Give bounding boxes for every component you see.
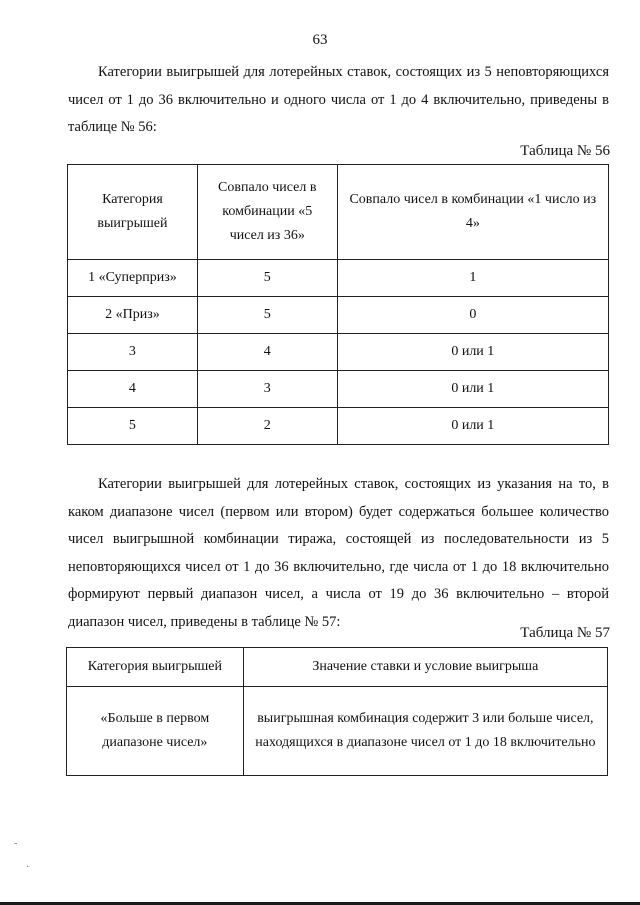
table-cell: 1	[337, 260, 608, 297]
table-cell: выигрышная комбинация содержит 3 или больше чисел, находящихся в диапазоне чисел от 1 до 18 включительно	[243, 687, 607, 776]
table-57-caption: Таблица № 57	[520, 625, 610, 641]
table-row	[68, 371, 609, 408]
table-cell: 1 «Суперприз»	[68, 260, 198, 297]
table-cell: 0 или 1	[337, 408, 608, 445]
table-cell: 5	[197, 260, 337, 297]
table-cell: 3	[197, 371, 337, 408]
table-cell: 0 или 1	[337, 334, 608, 371]
table-row	[68, 334, 609, 371]
table-cell: 4	[68, 371, 198, 408]
table-row	[67, 687, 608, 776]
table-56-caption: Таблица № 56	[520, 143, 610, 159]
page-number: 63	[312, 32, 328, 48]
table-cell: 2	[197, 408, 337, 445]
table-cell: 3	[68, 334, 198, 371]
intro-paragraph-table-56: Категории выигрышей для лотерейных ставок, состоящих из 5 неповторяющихся чисел от 1 до 36 включительно и одного числа от 1 до 4 включительно, приведены в таблице № 56:	[68, 64, 609, 135]
table-57	[66, 647, 608, 776]
table-header-cell: Категория выигрышей	[68, 165, 198, 260]
table-cell: 5	[197, 297, 337, 334]
table-header-row	[68, 165, 609, 260]
table-cell: 4	[197, 334, 337, 371]
table-cell: 2 «Приз»	[68, 297, 198, 334]
intro-paragraph-table-57: Категории выигрышей для лотерейных ставок, состоящих из указания на то, в каком диапазоне чисел (первом или втором) будет содержаться большее количество чисел выигрышной комбинации тиража, состоящей из последовательности из 5 неповторяющихся чисел от 1 до 36 включительно, где числа от 1 до 18 включительно формируют первый диапазон чисел, а числа от 19 до 36 включительно – второй диапазон чисел, приведены в таблице № 57:	[68, 476, 609, 630]
table-row	[68, 408, 609, 445]
table-row	[68, 297, 609, 334]
table-cell: 0	[337, 297, 608, 334]
table-header-cell: Совпало чисел в комбинации «1 число из 4»	[337, 165, 608, 260]
table-cell: 5	[68, 408, 198, 445]
margin-mark: ·	[26, 862, 30, 873]
table-56	[67, 164, 609, 445]
margin-mark: -	[14, 838, 18, 849]
table-header-cell: Совпало чисел в комбинации «5 чисел из 36»	[197, 165, 337, 260]
table-cell: «Больше в первом диапазоне чисел»	[67, 687, 244, 776]
table-cell: 0 или 1	[337, 371, 608, 408]
table-row	[68, 260, 609, 297]
table-header-cell: Категория выигрышей	[67, 648, 244, 687]
table-header-row	[67, 648, 608, 687]
table-header-cell: Значение ставки и условие выигрыша	[243, 648, 607, 687]
